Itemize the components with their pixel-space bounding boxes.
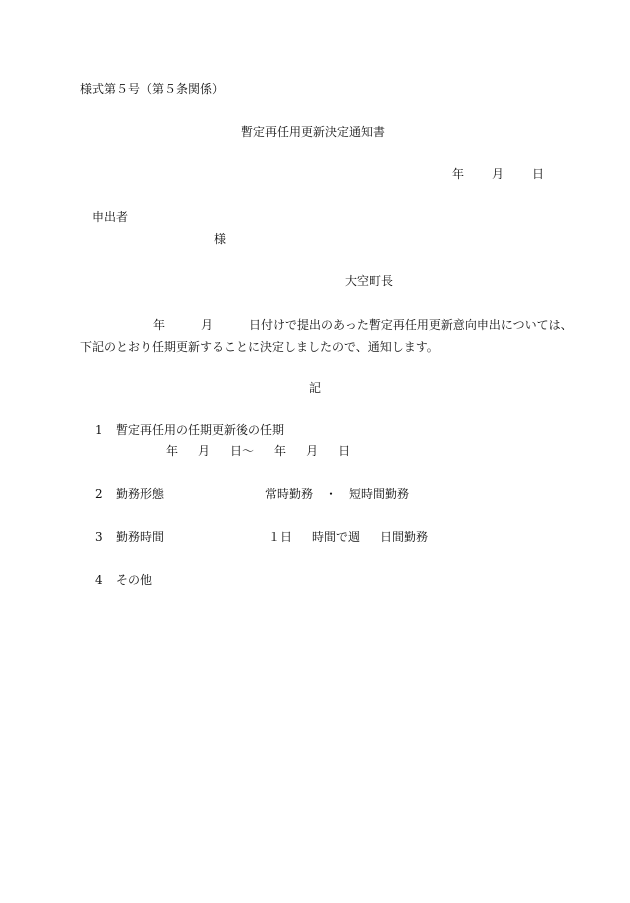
- body-line-1-rest: 日付けで提出のあった暫定再任用更新意向申出については、: [249, 318, 573, 332]
- period-end-month: 月: [306, 444, 319, 458]
- body-month: 月: [201, 318, 214, 332]
- applicant-label: 申出者: [92, 210, 129, 224]
- body-year: 年: [153, 318, 166, 332]
- period-start-year: 年: [166, 444, 179, 458]
- issue-date-day: 日: [532, 167, 545, 181]
- period-end-day: 日: [338, 444, 351, 458]
- item-4-number: 4: [95, 573, 103, 587]
- issue-date: [452, 167, 544, 181]
- issuer-name: 大空町長: [345, 274, 394, 288]
- form-number: 様式第５号（第５条関係）: [80, 82, 225, 96]
- work-days: 日間勤務: [380, 530, 429, 544]
- item-4-label: その他: [116, 573, 153, 587]
- item-2-number: 2: [95, 487, 103, 501]
- issue-date-year: 年: [452, 167, 465, 181]
- body-line-1: [153, 318, 573, 332]
- document-title: 暫定再任用更新決定通知書: [241, 125, 386, 139]
- item-1-number: 1: [95, 423, 103, 437]
- issue-date-month: 月: [492, 167, 505, 181]
- item-2-value: 常時勤務 ・ 短時間勤務: [265, 487, 410, 501]
- ki-heading: 記: [309, 381, 322, 395]
- item-3-value: [268, 530, 428, 544]
- period-start-month: 月: [198, 444, 211, 458]
- work-hours-per-week: 時間で週: [312, 530, 361, 544]
- work-hours-day: １日: [268, 530, 293, 544]
- item-3-label: 勤務時間: [116, 530, 165, 544]
- item-1-period: [166, 444, 350, 458]
- item-1-label: 暫定再任用の任期更新後の任期: [116, 423, 285, 437]
- applicant-honorific: 様: [214, 232, 227, 246]
- body-line-2: 下記のとおり任期更新することに決定しましたので、通知します。: [80, 340, 439, 354]
- period-end-year: 年: [274, 444, 287, 458]
- item-3-number: 3: [95, 530, 103, 544]
- item-2-label: 勤務形態: [116, 487, 165, 501]
- period-start-day: 日〜: [230, 444, 255, 458]
